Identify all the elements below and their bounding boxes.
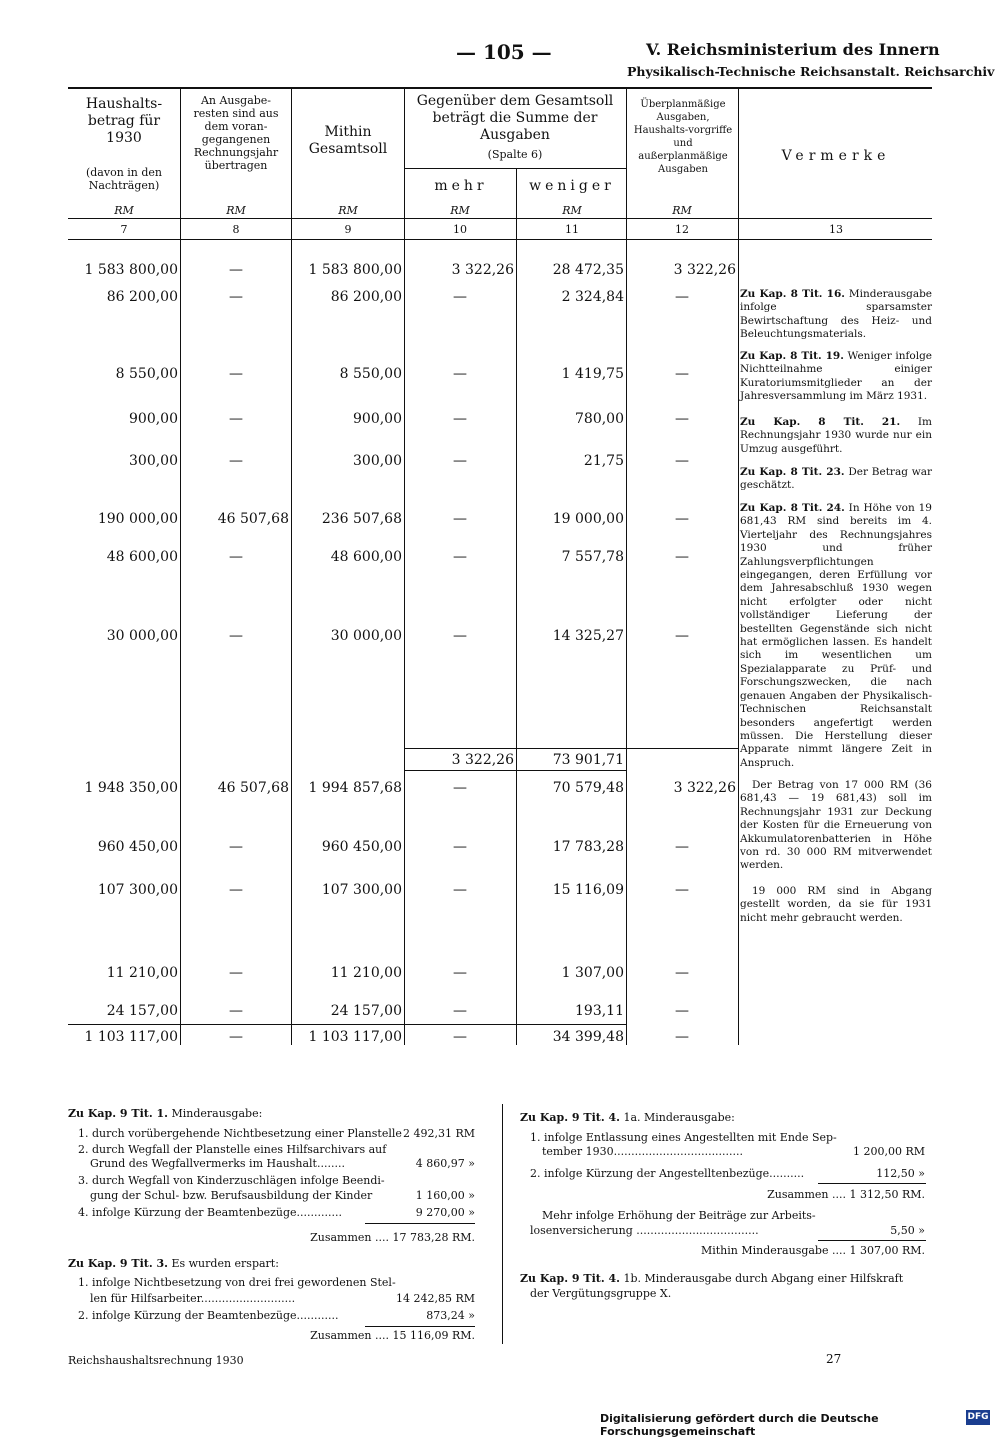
table-cell: 1 419,75: [561, 366, 624, 382]
col-number: 9: [344, 223, 352, 236]
table-cell: 30 000,00: [330, 628, 402, 644]
table-cell: —: [453, 882, 467, 898]
table-cell: —: [675, 1029, 689, 1045]
col11-header: weniger: [529, 178, 615, 194]
table-cell: 190 000,00: [97, 511, 178, 527]
table-cell: —: [453, 549, 467, 565]
note-text: Im Rechnungsjahr 1930 wurde nur ein Umzug ausgeführt.: [740, 416, 932, 455]
fn-sum: Zusammen .... 1 312,50 RM.: [767, 1188, 925, 1201]
fn-value: 5,50 »: [890, 1224, 925, 1237]
table-cell: 11 210,00: [330, 965, 402, 981]
col-divider: [516, 168, 517, 1045]
table-cell: 1 103 117,00: [84, 1029, 178, 1045]
table-cell: 3 322,26: [451, 262, 514, 278]
table-cell: 46 507,68: [217, 511, 289, 527]
fn-tit1-heading: [68, 1107, 262, 1121]
note-head: Zu Kap. 8 Tit. 24.: [740, 502, 845, 514]
sum-rule: [818, 1183, 926, 1184]
table-cell: 1 103 117,00: [308, 1029, 402, 1045]
table-cell: 1 583 800,00: [308, 262, 402, 278]
table-cell: —: [229, 839, 243, 855]
table-cell: 1 994 857,68: [308, 780, 402, 796]
note-tit19: [740, 350, 932, 404]
note-text: In Höhe von 19 681,43 RM sind bereits im 4. Vierteljahr des Rechnungsjahres 1930 und früher Zahlungsverpflichtungen eingegangen, deren Erfüllung vor dem Jahresabschluß 1930 wegen nicht erfolgter oder nicht vollständiger Lieferung der bestellten Gegenstände sich nicht hat ermöglichen lassen. Es handelt sich im wesentlichen um Spezialapparate zu Prüf- und Forschungszwecken, die nach genauen Angaben der Physikalisch-Technischen Reichsanstalt besonders angefertigt werden müssen. Die Herstellung dieser Apparate nimmt längere Zeit in Anspruch.: [740, 502, 932, 769]
fn-line: 1. durch vorübergehende Nichtbesetzung einer Planstelle: [78, 1127, 402, 1140]
col-number: 7: [120, 223, 128, 236]
dfg-logo-icon: DFG: [966, 1410, 990, 1425]
table-cell: —: [675, 628, 689, 644]
fn-line: 2. infolge Kürzung der Beamtenbezüge............: [78, 1309, 339, 1322]
fn-value: 1 200,00 RM: [852, 1145, 925, 1158]
fn-tit4a-heading: [520, 1111, 735, 1125]
table-cell: 193,11: [575, 1003, 624, 1019]
col-number: 11: [565, 223, 579, 236]
unit-label: RM: [114, 204, 134, 217]
table-cell: 300,00: [129, 453, 178, 469]
note-head: Zu Kap. 8 Tit. 23.: [740, 466, 845, 478]
table-cell: —: [229, 965, 243, 981]
col12-header: Überplanmäßige Ausgaben, Haushalts-vorgriffe und außerplanmäßige Ausgaben: [633, 99, 733, 175]
footer-source: Reichshaushaltsrechnung 1930: [68, 1354, 244, 1367]
table-cell: 48 600,00: [330, 549, 402, 565]
col-number: 8: [232, 223, 240, 236]
fn-value: 2 492,31 RM: [402, 1127, 475, 1140]
fn-line: len für Hilfsarbeiter...........................: [90, 1292, 296, 1305]
footnote-divider: [502, 1104, 503, 1344]
table-cell: 300,00: [353, 453, 402, 469]
table-cell: —: [453, 511, 467, 527]
table-cell: —: [453, 453, 467, 469]
fn-tit3-heading: [68, 1257, 279, 1271]
table-cell: —: [229, 289, 243, 305]
table-cell: 960 450,00: [97, 839, 178, 855]
table-cell: 7 557,78: [561, 549, 624, 565]
note-tit23: [740, 466, 932, 493]
table-cell: —: [675, 549, 689, 565]
fn-title: Es wurden erspart:: [171, 1257, 279, 1270]
fn-line: Mehr infolge Erhöhung der Beiträge zur Arbeits-: [542, 1209, 816, 1222]
col-divider: [404, 88, 405, 1045]
table-cell: 14 325,27: [552, 628, 624, 644]
unit-label: RM: [562, 204, 582, 217]
note-text: Der Betrag war geschätzt.: [740, 466, 932, 492]
sum-rule: [818, 1240, 926, 1241]
table-cell: 46 507,68: [217, 780, 289, 796]
table-cell: 86 200,00: [330, 289, 402, 305]
note-text: Minderausgabe infolge sparsamster Bewirtschaftung des Heiz- und Beleuchtungsmaterials.: [740, 288, 933, 341]
fn-head: Zu Kap. 9 Tit. 3.: [68, 1257, 168, 1270]
header-rule: [68, 218, 932, 219]
note-tit24-b: Der Betrag von 17 000 RM (36 681,43 — 19 681,43) soll im Rechnungsjahr 1931 zur Deckung der Kosten für die Erneuerung von Akkumulatorenbatterien in Höhe von rd. 30 000 RM mitverwendet werden.: [740, 779, 932, 872]
table-cell: 28 472,35: [552, 262, 624, 278]
table-cell: 73 901,71: [552, 752, 624, 768]
col-divider: [626, 88, 627, 1045]
table-cell: 70 579,48: [552, 780, 624, 796]
page-number: — 105 —: [456, 40, 552, 64]
col10-11-subheader: (Spalte 6): [487, 148, 543, 161]
total2-rule: [68, 1024, 626, 1025]
table-cell: —: [453, 411, 467, 427]
col7-header: Haushalts-betrag für 1930: [85, 96, 163, 146]
col-divider: [180, 88, 181, 1045]
table-cell: —: [229, 1003, 243, 1019]
table-cell: —: [675, 289, 689, 305]
table-cell: 1 583 800,00: [84, 262, 178, 278]
table-cell: 3 322,26: [673, 262, 736, 278]
mehr-weniger-rule: [404, 168, 626, 169]
table-cell: 3 322,26: [673, 780, 736, 796]
unit-label: RM: [450, 204, 470, 217]
table-cell: —: [453, 289, 467, 305]
fn-title: 1b. Minderausgabe durch Abgang einer Hilfskraft: [623, 1272, 904, 1285]
table-cell: —: [453, 1003, 467, 1019]
table-cell: —: [675, 839, 689, 855]
fn-sum: Mithin Minderausgabe .... 1 307,00 RM.: [700, 1244, 925, 1257]
table-cell: 15 116,09: [552, 882, 624, 898]
note-tit16: [740, 288, 932, 342]
table-cell: 11 210,00: [106, 965, 178, 981]
footer-page: 27: [826, 1352, 842, 1366]
sum-rule: [365, 1326, 475, 1327]
sum-rule: [365, 1223, 475, 1224]
fn-line: gung der Schul- bzw. Berufsausbildung der Kinder: [90, 1189, 373, 1202]
colnum-rule: [68, 239, 932, 240]
fn-line: Grund des Wegfallvermerks im Haushalt........: [90, 1157, 345, 1170]
note-head: Zu Kap. 8 Tit. 19.: [740, 350, 844, 362]
table-cell: —: [675, 882, 689, 898]
table-cell: 48 600,00: [106, 549, 178, 565]
table-cell: 900,00: [353, 411, 402, 427]
fn-line: 2. durch Wegfall der Planstelle eines Hilfsarchivars auf: [78, 1143, 387, 1156]
table-cell: —: [229, 628, 243, 644]
dfg-credit: Digitalisierung gefördert durch die Deutsche Forschungsgemeinschaft: [600, 1412, 879, 1438]
col-number: 13: [829, 223, 843, 236]
fn-sum: Zusammen .... 15 116,09 RM.: [310, 1329, 475, 1342]
table-cell: —: [453, 366, 467, 382]
col10-11-header: Gegenüber dem Gesamtsoll beträgt die Summe der Ausgaben: [416, 93, 614, 143]
unit-label: RM: [672, 204, 692, 217]
fn-title: 1a. Minderausgabe:: [623, 1111, 735, 1124]
fn-head: Zu Kap. 9 Tit. 4.: [520, 1272, 620, 1285]
fn-value: 9 270,00 »: [415, 1206, 475, 1219]
col-divider: [738, 88, 739, 1045]
table-cell: —: [453, 780, 467, 796]
table-cell: —: [229, 411, 243, 427]
table-cell: 24 157,00: [330, 1003, 402, 1019]
table-cell: —: [453, 965, 467, 981]
fn-line: 1. infolge Nichtbesetzung von drei frei gewordenen Stel-: [78, 1276, 396, 1289]
fn-line: der Vergütungsgruppe X.: [530, 1287, 672, 1300]
note-head: Zu Kap. 8 Tit. 21.: [740, 416, 901, 428]
table-cell: 3 322,26: [451, 752, 514, 768]
table-cell: 1 307,00: [561, 965, 624, 981]
note-tit24-c: 19 000 RM sind in Abgang gestellt worden, da sie für 1931 nicht mehr gebraucht werden.: [740, 885, 932, 924]
fn-value: 14 242,85 RM: [395, 1292, 475, 1305]
col7-subheader: (davon in den Nachträgen): [85, 166, 163, 192]
table-cell: 21,75: [583, 453, 624, 469]
table-cell: 30 000,00: [106, 628, 178, 644]
table-cell: 8 550,00: [339, 366, 402, 382]
table-top-rule: [68, 87, 932, 89]
table-cell: —: [453, 628, 467, 644]
section-title: V. Reichsministerium des Innern: [646, 40, 940, 59]
table-cell: 8 550,00: [115, 366, 178, 382]
table-cell: —: [229, 882, 243, 898]
table-cell: 34 399,48: [552, 1029, 624, 1045]
table-cell: —: [675, 366, 689, 382]
table-cell: 107 300,00: [97, 882, 178, 898]
table-cell: —: [453, 1029, 467, 1045]
col8-header: An Ausgabe-resten sind aus dem voran-gegangenen Rechnungsjahr übertragen: [193, 94, 279, 172]
table-cell: 236 507,68: [321, 511, 402, 527]
fn-value: 4 860,97 »: [415, 1157, 475, 1170]
note-tit21: [740, 416, 932, 456]
fn-tit4b-heading: [520, 1272, 903, 1286]
subtotal-rule: [404, 748, 738, 749]
table-cell: —: [675, 453, 689, 469]
table-cell: 24 157,00: [106, 1003, 178, 1019]
fn-head: Zu Kap. 9 Tit. 4.: [520, 1111, 620, 1124]
fn-head: Zu Kap. 9 Tit. 1.: [68, 1107, 168, 1120]
col-number: 10: [453, 223, 467, 236]
table-cell: —: [675, 411, 689, 427]
table-cell: —: [229, 549, 243, 565]
table-cell: —: [229, 262, 243, 278]
fn-line: losenversicherung ...................................: [530, 1224, 759, 1237]
table-cell: —: [675, 511, 689, 527]
table-cell: 900,00: [129, 411, 178, 427]
unit-label: RM: [226, 204, 246, 217]
table-cell: 780,00: [575, 411, 624, 427]
fn-line: 3. durch Wegfall von Kinderzuschlägen infolge Beendi-: [78, 1174, 385, 1187]
fn-line: 1. infolge Entlassung eines Angestellten mit Ende Sep-: [530, 1131, 837, 1144]
col-number: 12: [675, 223, 689, 236]
table-cell: 19 000,00: [552, 511, 624, 527]
col-divider: [291, 88, 292, 1045]
fn-line: tember 1930.....................................: [542, 1145, 744, 1158]
col13-header: Vermerke: [781, 148, 891, 164]
col10-header: mehr: [434, 178, 488, 194]
note-tit24: [740, 502, 932, 770]
fn-title: Minderausgabe:: [171, 1107, 263, 1120]
table-cell: —: [229, 1029, 243, 1045]
table-cell: 86 200,00: [106, 289, 178, 305]
section-subtitle: Physikalisch-Technische Reichsanstalt. Reichsarchiv: [627, 64, 995, 79]
fn-line: 2. infolge Kürzung der Angestelltenbezüge..........: [530, 1167, 805, 1180]
fn-line: 4. infolge Kürzung der Beamtenbezüge.............: [78, 1206, 343, 1219]
table-cell: 1 948 350,00: [84, 780, 178, 796]
table-cell: 17 783,28: [552, 839, 624, 855]
note-text: Weniger infolge Nichtteilnahme einiger Kuratoriumsmitglieder an der Jahresversammlung im März 1931.: [740, 350, 933, 403]
table-cell: —: [229, 366, 243, 382]
table-cell: —: [675, 965, 689, 981]
table-cell: —: [675, 1003, 689, 1019]
fn-value: 873,24 »: [426, 1309, 475, 1322]
table-cell: 107 300,00: [321, 882, 402, 898]
table-cell: 960 450,00: [321, 839, 402, 855]
table-cell: —: [229, 453, 243, 469]
unit-label: RM: [338, 204, 358, 217]
fn-sum: Zusammen .... 17 783,28 RM.: [310, 1231, 475, 1244]
table-cell: 2 324,84: [561, 289, 624, 305]
total-rule: [404, 770, 626, 771]
fn-value: 1 160,00 »: [415, 1189, 475, 1202]
col9-header: Mithin Gesamtsoll: [308, 124, 388, 157]
note-head: Zu Kap. 8 Tit. 16.: [740, 288, 845, 300]
table-cell: —: [453, 839, 467, 855]
fn-value: 112,50 »: [876, 1167, 925, 1180]
